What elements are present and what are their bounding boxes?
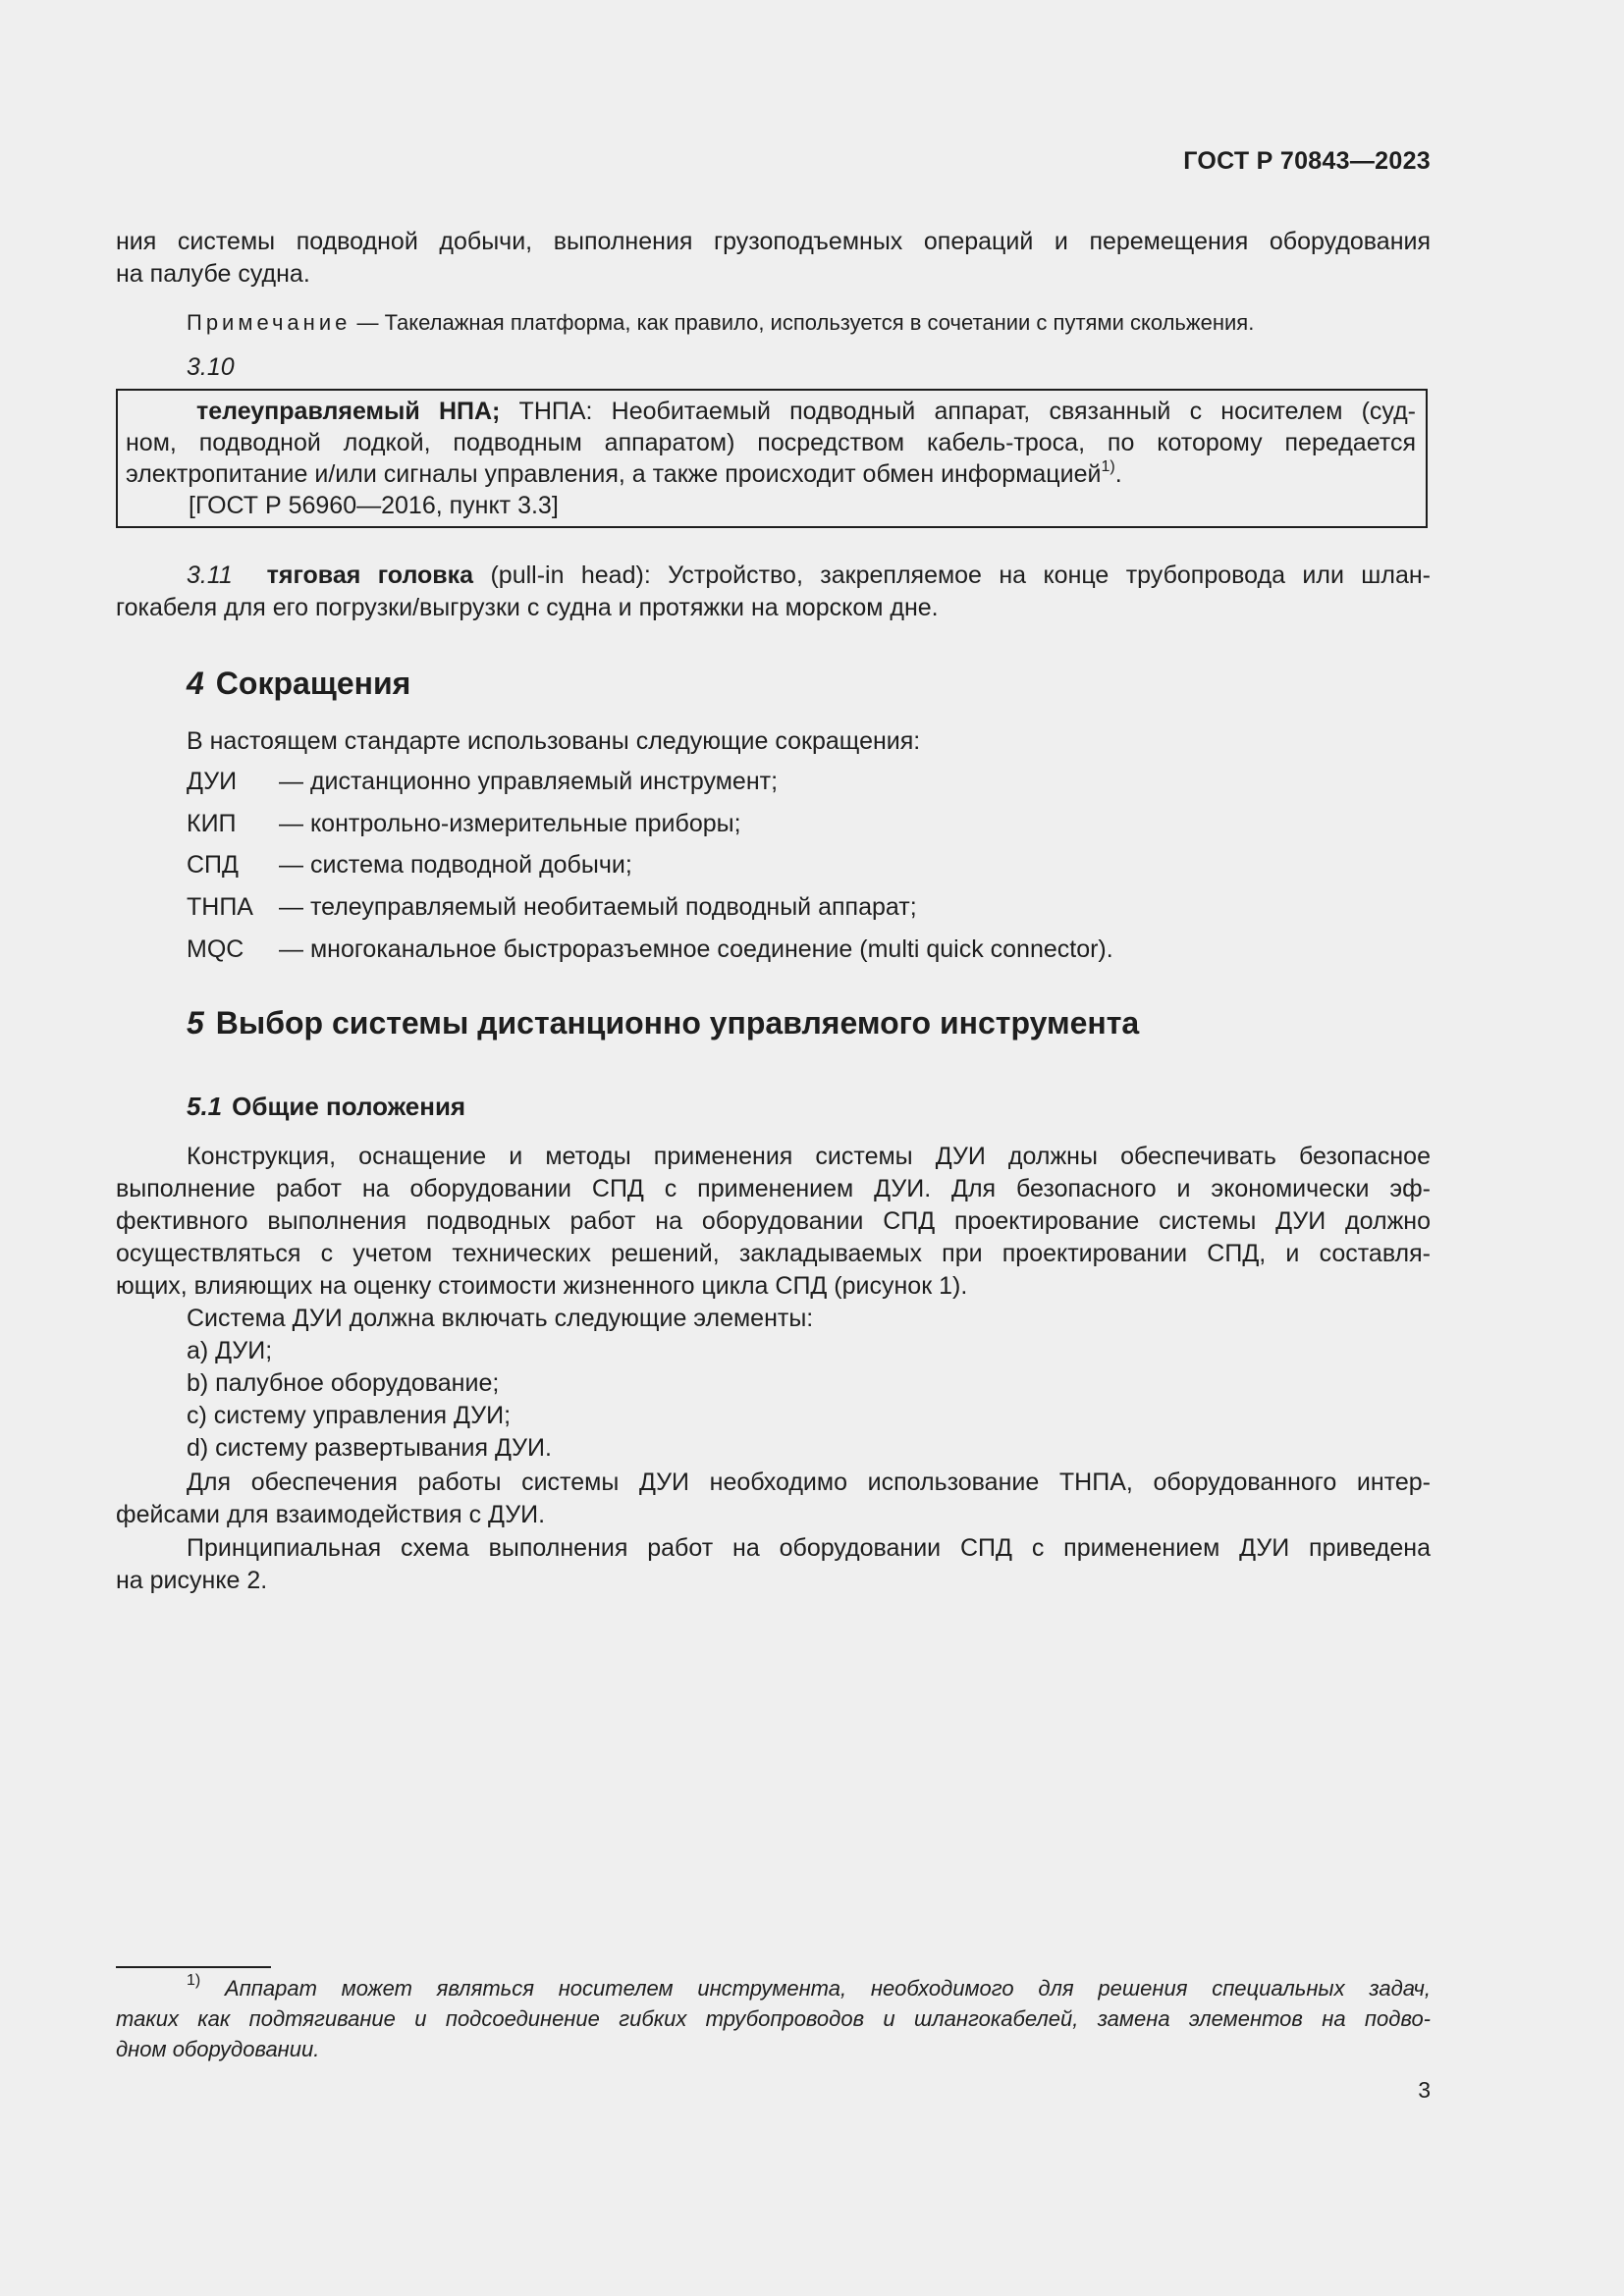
section-5-title: Выбор системы дистанционно управляемого инструмента [215, 1005, 1140, 1041]
term-3-10-definition-box [116, 389, 1428, 528]
term-3-11-line-1 [116, 560, 1431, 592]
term-3-10-line-3-end: . [1114, 460, 1122, 488]
footnote-mark: 1) [187, 1972, 201, 1989]
paragraph-line: Для обеспечения работы системы ДУИ необходимо использование ТНПА, оборудованного интер- [187, 1468, 1431, 1496]
list-item: a) ДУИ; [187, 1337, 273, 1364]
footnote [116, 1973, 1431, 2064]
term-3-10-term: телеуправляемый НПА; [196, 398, 501, 425]
section-5-heading [187, 1005, 1139, 1041]
continuation-line-1: ния системы подводной добычи, выполнения грузоподъемных операций и перемещения оборудования [116, 228, 1431, 255]
abbreviation-code: ДУИ [187, 768, 238, 795]
subsection-5-1-heading [187, 1092, 465, 1122]
abbreviation-item [187, 768, 778, 800]
paragraph-line: ющих, влияющих на оценку стоимости жизненного цикла СПД (рисунок 1). [116, 1272, 968, 1300]
term-3-10-line-1 [126, 396, 1416, 427]
paragraph-line: на рисунке 2. [116, 1567, 268, 1594]
page-number: 3 [1418, 2077, 1431, 2103]
abbreviation-item [187, 893, 917, 926]
paragraph-line: осуществляться с учетом технических решений, закладываемых при проектировании СПД, и составля- [116, 1240, 1431, 1267]
footnote-line-3: дном оборудовании. [116, 2037, 320, 2061]
paragraph-line: Принципиальная схема выполнения работ на оборудовании СПД с применением ДУИ приведена [187, 1534, 1431, 1562]
term-3-10-line-3-text: электропитание и/или сигналы управления, а также происходит обмен информацией [126, 460, 1102, 488]
abbreviation-item [187, 935, 1113, 968]
abbreviation-code: MQC [187, 935, 244, 963]
note [187, 308, 1254, 338]
abbreviation-code: СПД [187, 851, 239, 879]
section-4-heading [187, 666, 410, 702]
footnote-ref: 1) [1101, 458, 1115, 475]
abbreviation-text: — телеуправляемый необитаемый подводный аппарат; [279, 893, 917, 921]
abbreviation-text: — многоканальное быстроразъемное соединение (multi quick connector). [279, 935, 1113, 963]
term-3-11-line-2: гокабеля для его погрузки/выгрузки с судна и протяжки на морском дне. [116, 594, 939, 621]
note-text: — Такелажная платформа, как правило, используется в сочетании с путями скольжения. [351, 310, 1255, 335]
list-item: d) систему развертывания ДУИ. [187, 1434, 552, 1462]
abbreviation-text: — дистанционно управляемый инструмент; [279, 768, 779, 795]
term-3-11-term: тяговая головка [266, 561, 474, 589]
abbreviation-text: — контрольно-измерительные приборы; [279, 810, 741, 837]
standard-header: ГОСТ Р 70843—2023 [1183, 147, 1431, 175]
section-5-number: 5 [187, 1005, 204, 1041]
abbreviation-code: КИП [187, 810, 237, 837]
note-label: Примечание [187, 310, 352, 335]
footnote-line-1 [116, 1973, 1431, 2003]
term-3-10-source: [ГОСТ Р 56960—2016, пункт 3.3] [189, 492, 559, 519]
list-item: c) систему управления ДУИ; [187, 1402, 512, 1429]
abbreviations-intro: В настоящем стандарте использованы следующие сокращения: [187, 727, 921, 755]
list-item: b) палубное оборудование; [187, 1369, 500, 1397]
footnote-line-1-text: Аппарат может являться носителем инструмента, необходимого для решения специальных задач, [200, 1976, 1431, 2001]
footnote-line-2: таких как подтягивание и подсоединение гибких трубопроводов и шлангокабелей, замена элементов на подво- [116, 2006, 1431, 2031]
term-3-10-number: 3.10 [187, 353, 235, 381]
abbreviation-item [187, 810, 741, 842]
subsection-5-1-title: Общие положения [232, 1092, 466, 1121]
subsection-5-1-number: 5.1 [187, 1092, 223, 1121]
continuation-line-2: на палубе судна. [116, 260, 310, 288]
abbreviation-code: ТНПА [187, 893, 253, 921]
footnote-separator [116, 1966, 271, 1968]
paragraph-line: Конструкция, оснащение и методы применения системы ДУИ должны обеспечивать безопасное [187, 1143, 1431, 1170]
term-3-10-line-3 [126, 458, 1416, 490]
paragraph-line: фективного выполнения подводных работ на оборудовании СПД проектирование системы ДУИ должно [116, 1207, 1431, 1235]
term-3-10-line-1-rest: ТНПА: Необитаемый подводный аппарат, связанный с носителем (суд- [500, 398, 1416, 425]
term-3-10-line-2: ном, подводной лодкой, подводным аппаратом) посредством кабель-троса, по которому передается [126, 429, 1416, 456]
section-4-number: 4 [187, 666, 204, 701]
term-3-11-number: 3.11 [187, 561, 233, 589]
abbreviation-text: — система подводной добычи; [279, 851, 632, 879]
abbreviation-item [187, 851, 632, 883]
term-3-11-line-1-rest: (pull-in head): Устройство, закрепляемое на конце трубопровода или шлан- [473, 561, 1431, 589]
elements-list-intro: Система ДУИ должна включать следующие элементы: [187, 1305, 814, 1332]
paragraph-line: фейсами для взаимодействия с ДУИ. [116, 1501, 546, 1528]
paragraph-line: выполнение работ на оборудовании СПД с применением ДУИ. Для безопасного и экономически эф- [116, 1175, 1431, 1202]
section-4-title: Сокращения [215, 666, 411, 701]
